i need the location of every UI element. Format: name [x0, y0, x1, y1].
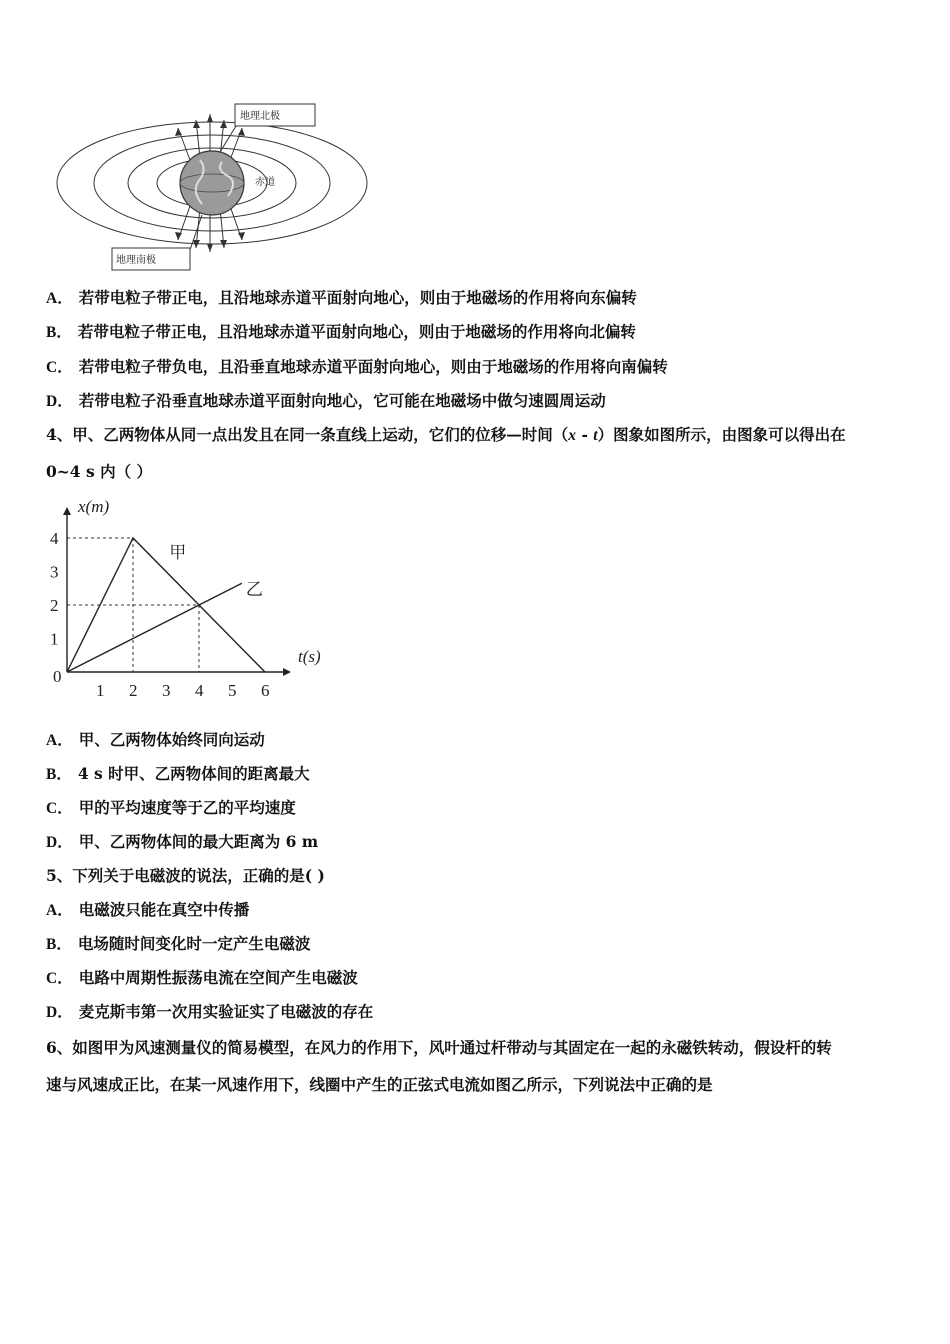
earth-globe [180, 151, 244, 215]
q4-stem-line1: 4、甲、乙两物体从同一点出发且在同一条直线上运动，它们的位移—时间（x - t）图象如图所示，由图象可以得出在 [46, 425, 846, 444]
q5-stem: 5、下列关于电磁波的说法，正确的是( ) [46, 866, 325, 885]
x-tick-label: 3 [162, 681, 171, 700]
series-label-jia: 甲 [169, 543, 187, 563]
x-tick-label: 6 [261, 681, 270, 700]
q3-option-b: B． 若带电粒子带正电，且沿地球赤道平面射向地心，则由于地磁场的作用将向北偏转 [46, 322, 636, 341]
series-label-yi: 乙 [245, 580, 263, 600]
south-pole-label: 地理南极 [116, 255, 156, 266]
north-pole-label: 地理北极 [240, 111, 280, 122]
y-tick-label: 1 [50, 629, 59, 649]
x-tick-label: 1 [96, 681, 105, 700]
series-line-2 [67, 583, 242, 672]
earth-magnetic-field-figure [50, 100, 380, 275]
y-tick-label: 4 [50, 529, 59, 548]
q4-option-b: B． 4 s 时甲、乙两物体间的距离最大 [46, 764, 310, 783]
x-axis-arrow [283, 668, 291, 676]
q6-stem-line1: 6、如图甲为风速测量仪的简易模型，在风力的作用下，风叶通过杆带动与其固定在一起的永磁铁转动，假设杆的转 [46, 1038, 832, 1057]
x-axis-label: t(s) [298, 647, 321, 666]
q5-option-d: D． 麦克斯韦第一次用实验证实了电磁波的存在 [46, 1002, 374, 1021]
q3-option-d: D． 若带电粒子沿垂直地球赤道平面射向地心，它可能在地磁场中做匀速圆周运动 [46, 391, 606, 410]
q6-stem-line2: 速与风速成正比，在某一风速作用下，线圈中产生的正弦式电流如图乙所示，下列说法中正确的是 [46, 1075, 713, 1094]
y-tick-label: 3 [50, 562, 59, 582]
y-axis-arrow [63, 507, 71, 515]
q5-option-c: C． 电路中周期性振荡电流在空间产生电磁波 [46, 968, 358, 987]
q3-option-a: A． 若带电粒子带正电，且沿地球赤道平面射向地心，则由于地磁场的作用将向东偏转 [46, 288, 637, 307]
q5-option-a: A． 电磁波只能在真空中传播 [46, 900, 250, 919]
x-tick-label: 0 [53, 667, 62, 686]
x-t-chart [40, 490, 340, 710]
y-tick-label: 2 [50, 596, 59, 615]
x-tick-label: 2 [129, 681, 138, 700]
q4-option-a: A． 甲、乙两物体始终同向运动 [46, 730, 265, 749]
q5-option-b: B． 电场随时间变化时一定产生电磁波 [46, 934, 311, 953]
equator-label: 赤道 [255, 177, 275, 188]
q4-option-d: D． 甲、乙两物体间的最大距离为 6 m [46, 832, 319, 851]
x-tick-label: 4 [195, 681, 204, 700]
x-tick-label: 5 [228, 681, 237, 700]
q4-stem-line2: 0~4 s 内（ ） [46, 462, 152, 481]
q3-option-c: C． 若带电粒子带负电，且沿垂直地球赤道平面射向地心，则由于地磁场的作用将向南偏转 [46, 357, 668, 376]
y-axis-label: x(m) [78, 497, 110, 516]
q4-option-c: C． 甲的平均速度等于乙的平均速度 [46, 798, 296, 817]
